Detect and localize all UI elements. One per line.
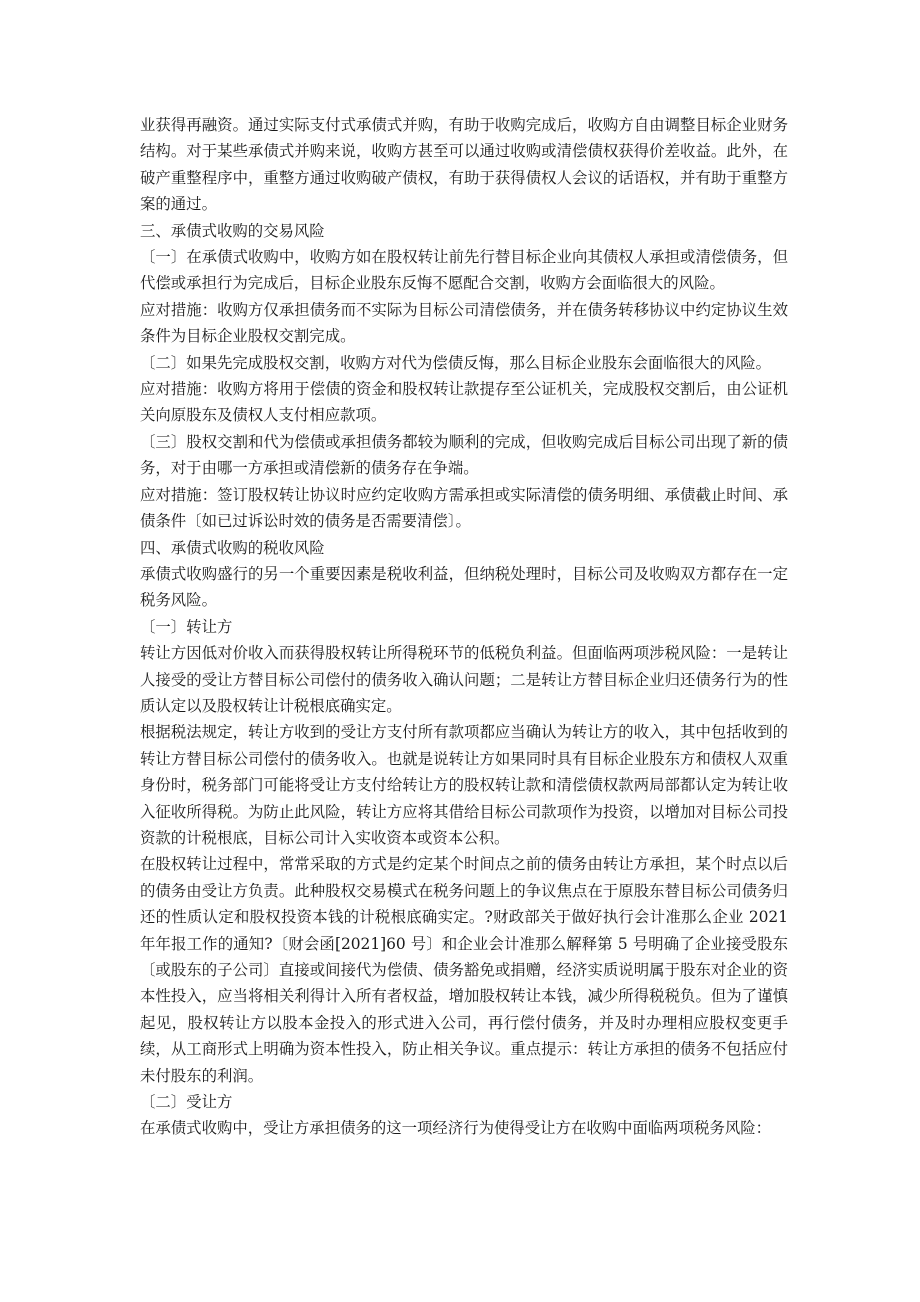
paragraph-transferor-risks: 转让方因低对价收入而获得股权转让所得税环节的低税负利益。但面临两项涉税风险：一是转让人接受的受让方替目标公司偿付的债务收入确认问题；二是转让方替目标企业归还债务行为的性质认定以及股权转让计税根底确实定。 (140, 644, 788, 715)
paragraph-transfer-process: 在股权转让过程中，常常采取的方式是约定某个时间点之前的债务由转让方承担，某个时点以后的债务由受让方负责。此种股权交易模式在税务问题上的争议焦点在于原股东替目标公司债务归还的性质认定和股权投资本钱的计税根底确实定。?财政部关于做好执行会计准那么企业 2021 年年报工作的通知?〔财会函[2021]60 号〕和企业会计准那么解释第 5 号明确了企业接受股东〔或股东的子公司〕直接或间接代为偿债、债务豁免或捐赠，经济实质说明属于股东对企业的资本性投入，应当将相关利得计入所有者权益，增加股权转让本钱，减少所得税税负。但为了谨慎起见，股权转让方以股本金投入的形式进入公司，再行偿付债务，并及时办理相应股权变更手续，从工商形式上明确为资本性投入，防止相关争议。重点提示：转让方承担的债务不包括应付未付股东的利润。 (140, 855, 788, 1085)
paragraph-risk-two: 〔二〕如果先完成股权交割，收购方对代为偿债反悔，那么目标企业股东会面临很大的风险。 (140, 353, 772, 372)
paragraph-risk-one: 〔一〕在承债式收购中，收购方如在股权转让前先行替目标企业向其债权人承担或清偿债务，但代偿或承担行为完成后，目标企业股东反悔不愿配合交割，收购方会面临很大的风险。 (140, 248, 788, 293)
paragraph-risk-three: 〔三〕股权交割和代为偿债或承担债务都较为顺利的完成，但收购完成后目标公司出现了新的债务，对于由哪一方承担或清偿新的债务存在争端。 (140, 432, 788, 478)
heading-tax-risk: 四、承债式收购的税收风险 (140, 538, 325, 557)
paragraph-measure-three: 应对措施：签订股权转让协议时应约定收购方需承担或实际清偿的债务明细、承债截止时间、承债条件〔如已过诉讼时效的债务是否需要清偿〕。 (140, 485, 788, 531)
paragraph-intro-continuation: 业获得再融资。通过实际支付式承债式并购，有助于收购完成后，收购方自由调整目标企业财务结构。对于某些承债式并购来说，收购方甚至可以通过收购或清偿债权获得价差收益。此外，在破产重整程序中，重整方通过收购破产债权，有助于获得债权人会议的话语权，并有助于重整方案的通过。 (140, 116, 788, 214)
paragraph-measure-one: 应对措施：收购方仅承担债务而不实际为目标公司清偿债务，并在债务转移协议中约定协议生效条件为目标企业股权交割完成。 (140, 300, 788, 346)
document-body (140, 112, 788, 1142)
paragraph-transferee-risks: 在承债式收购中，受让方承担债务的这一项经济行为使得受让方在收购中面临两项税务风险： (140, 1119, 772, 1138)
paragraph-tax-intro: 承债式收购盛行的另一个重要因素是税收利益，但纳税处理时，目标公司及收购双方都存在一定税务风险。 (140, 564, 788, 610)
subheading-transferor: 〔一〕转让方 (140, 617, 233, 636)
paragraph-tax-law: 根据税法规定，转让方收到的受让方支付所有款项都应当确认为转让方的收入，其中包括收到的转让方替目标公司偿付的债务收入。也就是说转让方如果同时具有目标企业股东方和债权人双重身份时，税务部门可能将受让方支付给转让方的股权转让款和清偿债权款两局部都认定为转让收入征收所得税。为防止此风险，转让方应将其借给目标公司款项作为投资，以增加对目标公司投资款的计税根底，目标公司计入实收资本或资本公积。 (140, 723, 788, 847)
subheading-transferee: 〔二〕受让方 (140, 1093, 233, 1112)
heading-transaction-risk: 三、承债式收购的交易风险 (140, 221, 325, 240)
paragraph-measure-two: 应对措施：收购方将用于偿债的资金和股权转让款提存至公证机关，完成股权交割后，由公证机关向原股东及债权人支付相应款项。 (140, 380, 788, 425)
